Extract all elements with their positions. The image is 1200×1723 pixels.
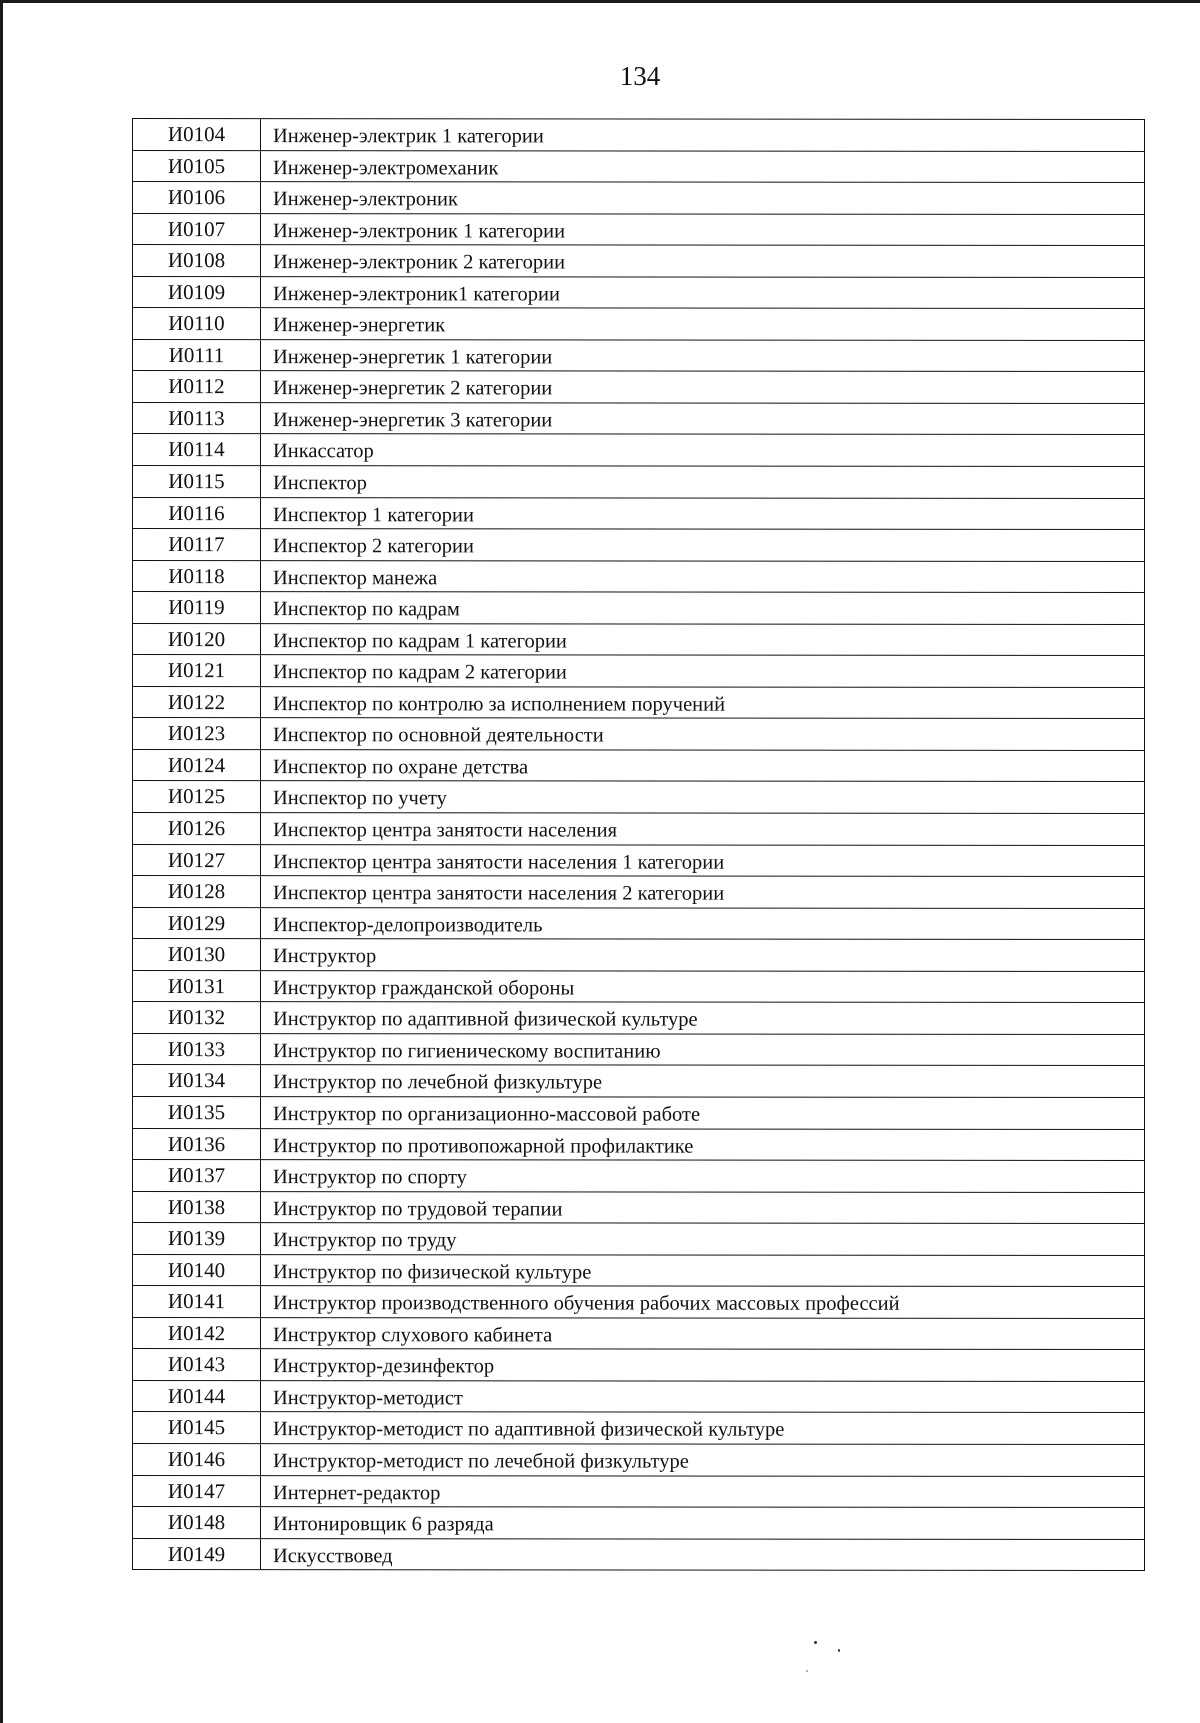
profession-name-cell: Инспектор по основной деятельности <box>261 719 1145 750</box>
code-cell: И0148 <box>133 1507 261 1538</box>
scan-speck <box>814 1641 817 1644</box>
table-row <box>133 1286 1145 1319</box>
page-number: 134 <box>619 61 661 91</box>
table-row <box>133 308 1145 341</box>
code-cell: И0135 <box>133 1097 261 1128</box>
code-cell: И0132 <box>133 1002 261 1033</box>
profession-name-cell: Инженер-энергетик <box>261 308 1145 339</box>
profession-name-cell: Инспектор по учету <box>261 782 1145 813</box>
code-cell: И0140 <box>133 1255 261 1286</box>
code-cell: И0139 <box>133 1223 261 1254</box>
code-cell: И0134 <box>133 1065 261 1096</box>
profession-name-cell: Инспектор по охране детства <box>261 750 1145 781</box>
code-cell: И0119 <box>133 592 261 623</box>
table-row <box>133 1381 1145 1414</box>
profession-name-cell: Инструктор по адаптивной физической культуре <box>261 1002 1145 1033</box>
table-row <box>133 340 1145 373</box>
table-row <box>133 466 1145 499</box>
code-cell: И0128 <box>133 876 261 907</box>
table-row <box>133 718 1145 751</box>
table-row <box>133 1539 1145 1572</box>
code-cell: И0115 <box>133 466 261 497</box>
scan-speck <box>806 1670 808 1672</box>
profession-name-cell: Инженер-электроник <box>261 182 1145 213</box>
code-cell: И0106 <box>133 182 261 213</box>
profession-name-cell: Инспектор манежа <box>261 561 1145 592</box>
table-row <box>133 498 1145 531</box>
profession-name-cell: Инспектор-делопроизводитель <box>261 908 1145 939</box>
table-row <box>133 1412 1145 1445</box>
profession-name-cell: Инструктор по организационно-массовой работе <box>261 1097 1145 1128</box>
table-row <box>133 1507 1145 1540</box>
table-row <box>133 1476 1145 1509</box>
profession-name-cell: Искусствовед <box>261 1539 1145 1570</box>
code-cell: И0143 <box>133 1349 261 1380</box>
code-cell: И0104 <box>133 119 261 150</box>
table-row <box>133 1192 1145 1225</box>
profession-name-cell: Инженер-электроник 1 категории <box>261 214 1145 245</box>
table-row <box>133 781 1145 814</box>
table-row <box>133 214 1145 247</box>
code-cell: И0146 <box>133 1444 261 1475</box>
profession-name-cell: Инспектор по кадрам <box>261 592 1145 623</box>
profession-name-cell: Инструктор-методист <box>261 1381 1145 1412</box>
profession-name-cell: Инженер-энергетик 1 категории <box>261 340 1145 371</box>
profession-name-cell: Инструктор слухового кабинета <box>261 1318 1145 1349</box>
code-cell: И0125 <box>133 781 261 812</box>
table-row <box>133 245 1145 278</box>
profession-name-cell: Инструктор по физической культуре <box>261 1255 1145 1286</box>
table-row <box>133 592 1145 625</box>
profession-name-cell: Интонировщик 6 разряда <box>261 1507 1145 1538</box>
table-row <box>133 750 1145 783</box>
profession-name-cell: Инспектор 2 категории <box>261 529 1145 560</box>
code-cell: И0109 <box>133 277 261 308</box>
code-cell: И0133 <box>133 1034 261 1065</box>
code-cell: И0141 <box>133 1286 261 1317</box>
code-cell: И0147 <box>133 1476 261 1507</box>
code-cell: И0149 <box>133 1539 261 1570</box>
table-row <box>133 1444 1145 1477</box>
profession-name-cell: Инструктор по противопожарной профилактике <box>261 1129 1145 1160</box>
profession-name-cell: Инструктор по лечебной физкультуре <box>261 1066 1145 1097</box>
scan-speck <box>838 1649 840 1652</box>
code-cell: И0118 <box>133 561 261 592</box>
table-row <box>133 529 1145 562</box>
profession-name-cell: Инструктор по трудовой терапии <box>261 1192 1145 1223</box>
table-row <box>133 845 1145 878</box>
table-row <box>133 371 1145 404</box>
profession-name-cell: Инструктор по труду <box>261 1223 1145 1254</box>
profession-name-cell: Инструктор-методист по лечебной физкультуре <box>261 1444 1145 1475</box>
code-cell: И0107 <box>133 214 261 245</box>
table-row <box>133 119 1145 152</box>
table-row <box>133 1034 1145 1067</box>
code-cell: И0126 <box>133 813 261 844</box>
profession-name-cell: Инспектор центра занятости населения 2 категории <box>261 876 1145 907</box>
profession-name-cell: Инструктор-методист по адаптивной физической культуре <box>261 1413 1145 1444</box>
table-row <box>133 403 1145 436</box>
profession-name-cell: Инженер-электромеханик <box>261 151 1145 182</box>
table-row <box>133 813 1145 846</box>
table-row <box>133 687 1145 720</box>
code-cell: И0105 <box>133 151 261 182</box>
code-cell: И0116 <box>133 498 261 529</box>
scan-edge-top <box>0 0 1200 3</box>
code-cell: И0145 <box>133 1412 261 1443</box>
table-row <box>133 1097 1145 1130</box>
scan-edge-left <box>0 0 3 1723</box>
code-cell: И0123 <box>133 718 261 749</box>
code-cell: И0144 <box>133 1381 261 1412</box>
table-row <box>133 277 1145 310</box>
profession-name-cell: Инспектор центра занятости населения <box>261 813 1145 844</box>
profession-name-cell: Инструктор гражданской обороны <box>261 971 1145 1002</box>
profession-name-cell: Инженер-энергетик 2 категории <box>261 372 1145 403</box>
profession-name-cell: Инженер-энергетик 3 категории <box>261 403 1145 434</box>
code-cell: И0113 <box>133 403 261 434</box>
table-row <box>133 971 1145 1004</box>
table-row <box>133 1255 1145 1288</box>
profession-name-cell: Инструктор по гигиеническому воспитанию <box>261 1034 1145 1065</box>
table-row <box>133 876 1145 909</box>
code-cell: И0110 <box>133 308 261 339</box>
code-cell: И0112 <box>133 371 261 402</box>
code-cell: И0130 <box>133 939 261 970</box>
profession-codes-table <box>132 118 1145 1571</box>
table-row <box>133 939 1145 972</box>
table-row <box>133 1129 1145 1162</box>
table-row <box>133 908 1145 941</box>
code-cell: И0111 <box>133 340 261 371</box>
profession-name-cell: Инспектор <box>261 466 1145 497</box>
code-cell: И0120 <box>133 624 261 655</box>
code-cell: И0142 <box>133 1318 261 1349</box>
code-cell: И0124 <box>133 750 261 781</box>
profession-name-cell: Инженер-электроник1 категории <box>261 277 1145 308</box>
profession-name-cell: Инкассатор <box>261 435 1145 466</box>
profession-name-cell: Инспектор центра занятости населения 1 категории <box>261 845 1145 876</box>
code-cell: И0129 <box>133 908 261 939</box>
profession-name-cell: Интернет-редактор <box>261 1476 1145 1507</box>
table-row <box>133 1318 1145 1351</box>
table-row <box>133 1160 1145 1193</box>
table-row <box>133 182 1145 215</box>
code-cell: И0114 <box>133 434 261 465</box>
profession-name-cell: Инспектор 1 категории <box>261 498 1145 529</box>
profession-name-cell: Инструктор <box>261 939 1145 970</box>
table-row <box>133 151 1145 184</box>
profession-name-cell: Инструктор производственного обучения рабочих массовых профессий <box>261 1286 1145 1317</box>
code-cell: И0127 <box>133 845 261 876</box>
table-row <box>133 1065 1145 1098</box>
profession-name-cell: Инженер-электроник 2 категории <box>261 245 1145 276</box>
profession-name-cell: Инспектор по кадрам 1 категории <box>261 624 1145 655</box>
code-cell: И0137 <box>133 1160 261 1191</box>
table-row <box>133 655 1145 688</box>
profession-name-cell: Инструктор-дезинфектор <box>261 1349 1145 1380</box>
table-row <box>133 1349 1145 1382</box>
code-cell: И0131 <box>133 971 261 1002</box>
profession-name-cell: Инженер-электрик 1 категории <box>261 119 1145 150</box>
code-cell: И0121 <box>133 655 261 686</box>
table-row <box>133 434 1145 467</box>
table-row <box>133 1002 1145 1035</box>
table-row <box>133 1223 1145 1256</box>
table-row <box>133 561 1145 594</box>
profession-name-cell: Инспектор по кадрам 2 категории <box>261 655 1145 686</box>
code-cell: И0136 <box>133 1129 261 1160</box>
code-cell: И0122 <box>133 687 261 718</box>
code-cell: И0108 <box>133 245 261 276</box>
profession-name-cell: Инструктор по спорту <box>261 1160 1145 1191</box>
table-row <box>133 624 1145 657</box>
profession-name-cell: Инспектор по контролю за исполнением поручений <box>261 687 1145 718</box>
code-cell: И0138 <box>133 1192 261 1223</box>
code-cell: И0117 <box>133 529 261 560</box>
